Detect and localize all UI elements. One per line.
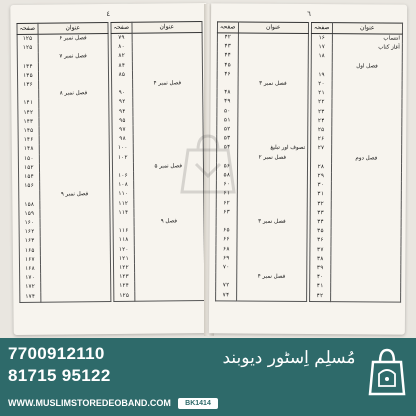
toc-page-number: ۱۶۷ [19, 256, 40, 265]
toc-page-number [216, 217, 237, 226]
toc-chapter-heading: فصل نمبر ۸ [38, 89, 109, 99]
toc-page-number: ۱۱۴ [113, 209, 134, 218]
toc-page-number: ۷۹ [111, 33, 132, 43]
toc-entry-title [237, 208, 308, 218]
toc-page-number: ۵۴ [217, 144, 238, 153]
toc-chapter-heading: فصل نمبر ۶ [38, 34, 109, 44]
toc-entry-title [332, 71, 403, 81]
toc-page-number: ۲۹ [310, 172, 331, 181]
toc-chapter-heading: فصل نمبر ۳ [237, 218, 308, 228]
toc-page-number: ۳۶ [310, 236, 331, 245]
toc-page-number: ۳۵ [310, 227, 331, 236]
toc-page-number: ۴۸ [217, 89, 238, 98]
toc-page-number: ۱۲۰ [113, 245, 134, 254]
toc-entry-title [331, 117, 402, 127]
toc-page-number: ۲۷ [311, 144, 332, 153]
toc-entry-title [236, 291, 307, 301]
toc-chapter-heading: فصل دوم [331, 154, 402, 164]
toc-page-number: ۵۰ [217, 107, 238, 116]
toc-page-number [311, 62, 332, 71]
toc-page-number: ۲۶ [311, 135, 332, 144]
toc-page-number: ۷۰ [216, 263, 237, 272]
toc-page-number: ۲۱ [311, 89, 332, 98]
toc-page-number: ۸۲ [111, 52, 132, 61]
header-title: عنوان [38, 23, 109, 35]
toc-entry-title [331, 163, 402, 173]
toc-page-number: ۳۲ [310, 200, 331, 209]
toc-entry-title [238, 61, 309, 71]
toc-page-number: ۱۹ [311, 71, 332, 80]
toc-page-number: ۲۵ [311, 126, 332, 135]
toc-page-number: ۱۵۹ [19, 210, 40, 219]
toc-page-number: ۷۴ [216, 291, 237, 301]
left-toc-column-a [16, 22, 111, 303]
toc-page-number: ۱۲۵ [114, 291, 135, 301]
toc-page-number: ۱۷۲ [20, 283, 41, 292]
toc-page-number: ۳۰ [310, 181, 331, 190]
toc-entry-title [331, 126, 402, 136]
toc-page-number: ۹۴ [112, 107, 133, 116]
toc-chapter-heading: فصل نمبر ۳ [238, 80, 309, 90]
header-title: عنوان [238, 22, 309, 33]
store-logo-urdu: مُسلِم اِسٹور دیوبند [222, 348, 356, 368]
toc-row [310, 292, 401, 302]
toc-page-number: ۹۰ [112, 89, 133, 98]
toc-chapter-heading: فصل نمبر ۲ [237, 153, 308, 163]
toc-entry-title [332, 53, 403, 63]
toc-page-number: ۱۴۶ [18, 136, 39, 145]
toc-page-number: ۱۲۲ [113, 264, 134, 273]
toc-page-number: ۶۶ [216, 236, 237, 245]
toc-page-number: ۱۵۸ [19, 200, 40, 209]
toc-page-number: ۱۷ [311, 43, 332, 52]
toc-entry-title [236, 282, 307, 292]
toc-entry-title [331, 135, 402, 145]
toc-row [114, 291, 205, 302]
header-page: صفحہ [111, 22, 132, 33]
left-page-number: ٤ [106, 9, 111, 19]
header-title: عنوان [332, 23, 403, 34]
toc-entry-title [331, 227, 402, 237]
toc-entry-title [331, 191, 402, 201]
toc-page-number: ۱۰۸ [113, 181, 134, 190]
toc-entry-title: تصوف اور تبلیغ [237, 144, 308, 154]
toc-page-number: ۴۲ [310, 292, 331, 302]
toc-chapter-heading: فصل نمبر ۴ [132, 79, 203, 89]
toc-page-number: ۹۷ [112, 126, 133, 135]
toc-page-number: ۱۲۴ [114, 282, 135, 291]
toc-page-number: ۱۲۵ [17, 44, 38, 53]
toc-entry-title [237, 98, 308, 108]
toc-entry-title [330, 264, 401, 274]
toc-page-number: ۴۹ [217, 98, 238, 107]
toc-entry-title: آغاز کتاب [332, 43, 403, 53]
toc-page-number: ۵۳ [217, 135, 238, 144]
toc-chapter-heading: فصل نمبر ۷ [38, 52, 109, 62]
toc-page-number: ۲۲ [311, 98, 332, 107]
toc-row [311, 34, 402, 44]
toc-entry-title [332, 80, 403, 90]
toc-page-number [217, 79, 238, 88]
header-page: صفحہ [17, 23, 38, 34]
toc-page-number: ۵۶ [216, 162, 237, 171]
toc-row [217, 33, 308, 43]
toc-page-number [216, 273, 237, 282]
toc-entry-title [236, 264, 307, 274]
toc-page-number: ۱۰۶ [113, 172, 134, 181]
toc-page-number: ۴۶ [217, 70, 238, 79]
toc-entry-title: انتساب [332, 34, 403, 44]
toc-page-number: ۴۲ [217, 33, 238, 43]
toc-page-number: ۱۴۱ [18, 99, 39, 108]
toc-page-number: ۶۳ [216, 208, 237, 217]
toc-page-number: ۶۵ [216, 227, 237, 236]
toc-entry-title [238, 89, 309, 99]
toc-page-number: ۱۱۸ [113, 236, 134, 245]
toc-chapter-heading: فصل ۹ [134, 217, 205, 227]
toc-page-number: ۱۷۴ [20, 292, 41, 302]
toc-page-number: ۱۳۵ [17, 72, 38, 81]
toc-entry-title [330, 273, 401, 283]
toc-entry-title [330, 283, 401, 293]
right-page-number: ٦ [307, 9, 311, 19]
toc-page-number: ۱۵۴ [19, 173, 40, 182]
toc-page-number: ۱۵۰ [18, 154, 39, 163]
toc-page-number: ۶۱ [216, 190, 237, 199]
toc-page-number: ۳۱ [310, 190, 331, 199]
toc-page-number: ۹۵ [112, 117, 133, 126]
toc-entry-title [238, 33, 309, 43]
toc-entry-title [238, 52, 309, 62]
toc-chapter-heading: فصل نمبر ۴ [236, 273, 307, 283]
toc-page-number: ۳۷ [310, 246, 331, 255]
toc-page-number: ۱۲۵ [17, 34, 38, 44]
toc-page-number: ۱۴۵ [18, 127, 39, 136]
toc-page-number: ۱۱۲ [113, 199, 134, 208]
toc-page-number: ۱۷۰ [20, 274, 41, 283]
toc-page-number: ۱۸ [311, 52, 332, 61]
toc-page-number: ۳۹ [310, 264, 331, 273]
toc-page-number: ۱۲۱ [113, 255, 134, 264]
toc-entry-title [331, 181, 402, 191]
toc-row [216, 291, 307, 301]
toc-page-number: ۵۲ [217, 125, 238, 134]
toc-entry-title [236, 254, 307, 264]
toc-entry-title [238, 43, 309, 53]
product-code-badge: BK1414 [178, 398, 218, 409]
toc-entry-title [330, 246, 401, 256]
toc-page-number: ۴۱ [310, 282, 331, 291]
right-toc-column-b [309, 22, 403, 303]
toc-page-number: ۳۳ [310, 209, 331, 218]
toc-page-number: ۹۸ [112, 135, 133, 144]
toc-entry-title [236, 236, 307, 246]
toc-page-number: ۵۸ [216, 171, 237, 180]
toc-page-number: ۵۱ [217, 116, 238, 125]
toc-entry-title [331, 172, 402, 182]
toc-entry-title [331, 108, 402, 118]
toc-entry-title [238, 70, 309, 80]
toc-entry-title [237, 227, 308, 237]
toc-page-number: ۱۴۲ [18, 108, 39, 117]
toc-row [20, 292, 111, 303]
toc-page-number [311, 154, 332, 163]
toc-page-number: ۱۶۰ [19, 219, 40, 228]
toc-page-number: ۴۵ [217, 61, 238, 70]
toc-page-number [112, 163, 133, 172]
toc-page-number: ۱۱۰ [113, 190, 134, 199]
toc-entry-title [330, 237, 401, 247]
toc-entry-title [134, 291, 205, 301]
toc-page-number [112, 80, 133, 89]
toc-page-number: ۱۱۶ [113, 227, 134, 236]
toc-page-number: ۱۴۸ [18, 145, 39, 154]
shopping-bag-logo-icon [368, 346, 406, 396]
toc-page-number: ۲۳ [311, 108, 332, 117]
toc-page-number: ۱۶۵ [19, 246, 40, 255]
toc-page-number: ۶۰ [216, 181, 237, 190]
toc-page-number: ۱۶۸ [20, 265, 41, 274]
toc-page-number: ۸۵ [111, 71, 132, 80]
toc-page-number: ۲۰ [311, 80, 332, 89]
toc-entry-title [331, 99, 402, 109]
header-page: صفحہ [311, 23, 332, 34]
toc-page-number: ۴۰ [310, 273, 331, 282]
toc-page-number: ۱۶۳ [19, 237, 40, 246]
toc-page-number: ۷۲ [216, 282, 237, 291]
phone-number-2[interactable]: 81715 95122 [8, 366, 111, 385]
toc-entry-title [237, 116, 308, 126]
phone-number-1[interactable]: 7700912110 [8, 344, 105, 363]
toc-page-number: ۴۴ [217, 52, 238, 61]
toc-entry-title [236, 245, 307, 255]
toc-entry-title [331, 218, 402, 228]
toc-page-number [19, 191, 40, 200]
toc-chapter-heading: فصل نمبر ۵ [133, 162, 204, 172]
toc-page-number: ۱۶ [311, 34, 332, 44]
toc-page-number: ۹۲ [112, 98, 133, 107]
toc-chapter-heading: فصل نمبر ۹ [39, 190, 110, 200]
toc-entry-title [331, 200, 402, 210]
toc-page-number [18, 90, 39, 99]
toc-page-number: ۱۳۴ [17, 62, 38, 71]
toc-entry-title [237, 107, 308, 117]
header-title: عنوان [131, 22, 202, 34]
toc-page-number: ۲۴ [311, 117, 332, 126]
toc-entry-title [331, 209, 402, 219]
toc-page-number: ۱۲۳ [114, 273, 135, 282]
toc-page-number: ۱۵۲ [18, 164, 39, 173]
toc-page-number: ۳۴ [310, 218, 331, 227]
toc-entry-title [332, 89, 403, 99]
toc-page-number: ۱۶۲ [19, 228, 40, 237]
header-page: صفحہ [217, 22, 238, 33]
toc-page-number: ۱۰۰ [112, 144, 133, 153]
toc-page-number [113, 218, 134, 227]
toc-page-number: ۶۲ [216, 199, 237, 208]
toc-page-number: ۸۴ [111, 61, 132, 70]
toc-chapter-heading: فصل اول [332, 62, 403, 72]
toc-page-number: ۲۸ [310, 163, 331, 172]
toc-page-number: ۱۴۳ [18, 118, 39, 127]
toc-entry-title [331, 145, 402, 155]
toc-entry-title [237, 199, 308, 209]
toc-page-number [17, 53, 38, 62]
watermark-bag-icon [168, 128, 248, 198]
toc-page-number: ۶۸ [216, 245, 237, 254]
toc-page-number: ۶۹ [216, 254, 237, 263]
toc-page-number: ۱۰۲ [112, 153, 133, 162]
toc-entry-title [40, 292, 111, 302]
toc-page-number: ۱۳۶ [18, 81, 39, 90]
toc-page-number: ۱۵۶ [19, 182, 40, 191]
toc-entry-title [330, 255, 401, 265]
toc-page-number: ۴۳ [217, 43, 238, 52]
toc-page-number: ۸۰ [111, 43, 132, 52]
toc-page-number: ۳۸ [310, 255, 331, 264]
website-link[interactable]: WWW.MUSLIMSTOREDEOBAND.COM [8, 398, 171, 408]
toc-entry-title [330, 292, 401, 302]
